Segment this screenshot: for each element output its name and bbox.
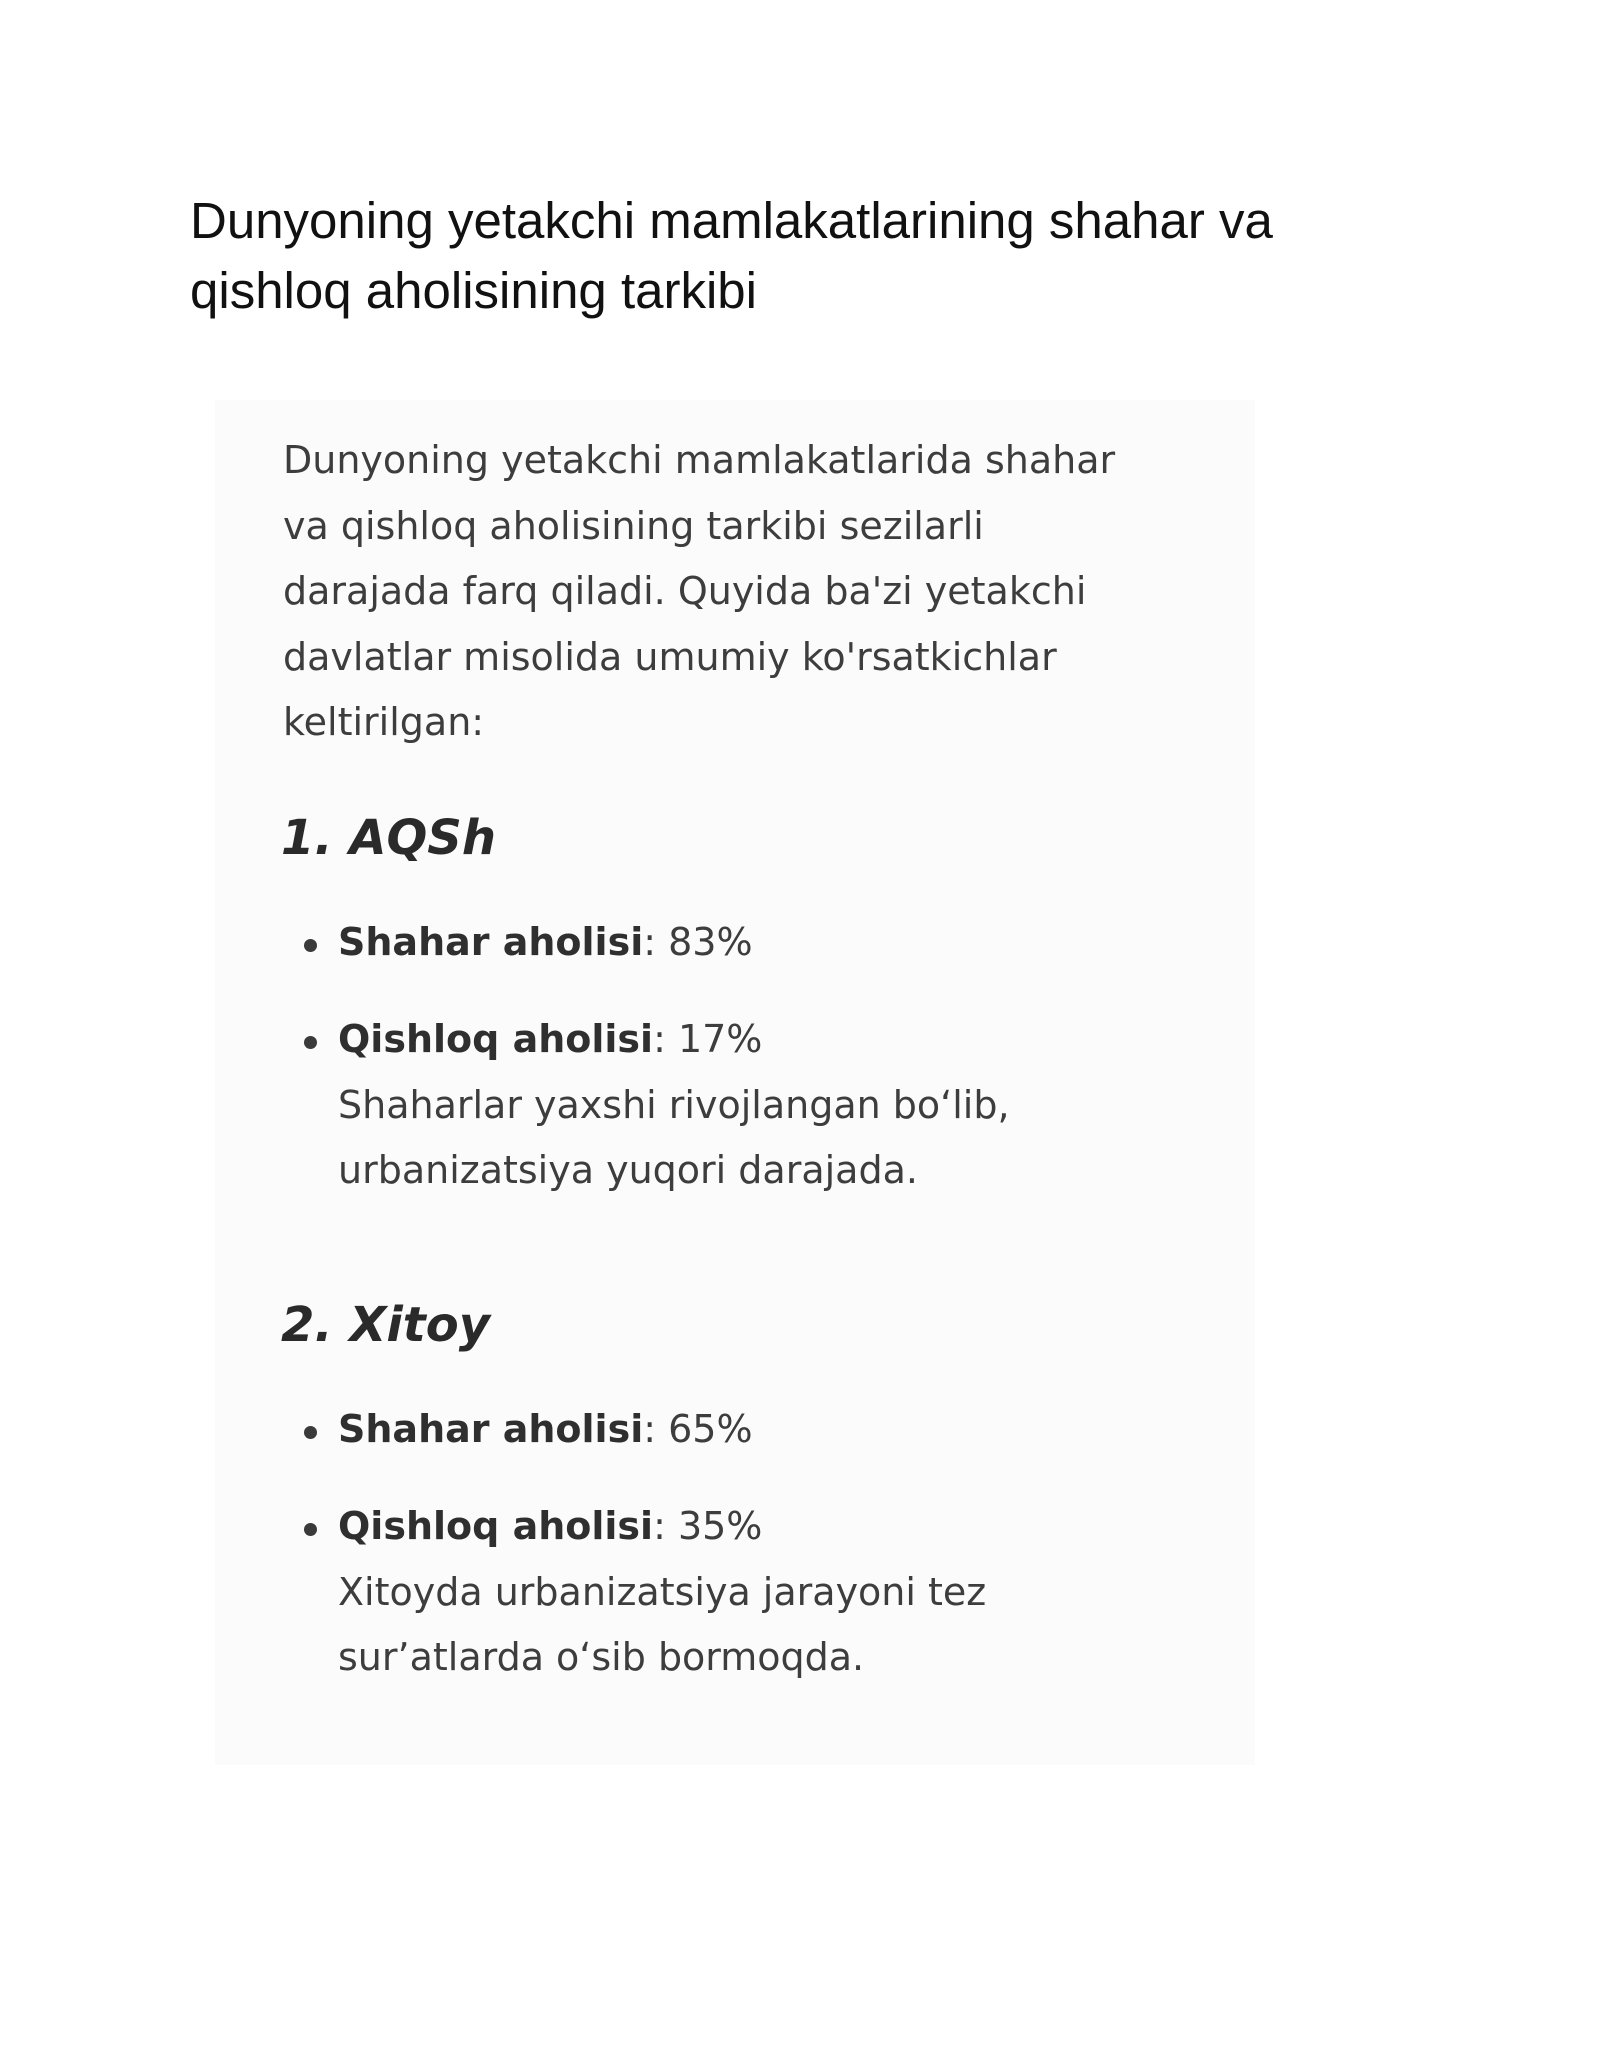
bullet-icon	[304, 1523, 317, 1536]
intro-line: keltirilgan:	[283, 700, 485, 744]
rural-label: Qishloq aholisi	[338, 1017, 654, 1061]
bullet-icon	[304, 1036, 317, 1049]
section-note-line: Xitoyda urbanizatsiya jarayoni tez	[338, 1569, 987, 1614]
intro-paragraph	[283, 428, 1183, 756]
section-heading-xitoy: 2. Xitoy	[281, 1297, 491, 1353]
intro-line: va qishloq aholisining tarkibi sezilarli	[283, 503, 984, 548]
intro-line: Dunyoning yetakchi mamlakatlarida shahar	[283, 438, 1116, 482]
urban-population	[338, 910, 1218, 976]
rural-label: Qishloq aholisi	[338, 1504, 654, 1548]
rural-value: : 17%	[653, 1017, 763, 1061]
section-note-line: Shaharlar yaxshi rivojlangan bo‘lib,	[338, 1082, 1010, 1127]
bullet-icon	[304, 939, 317, 952]
section-heading-aqsh: 1. AQSh	[281, 810, 497, 866]
embedded-screenshot	[215, 400, 1255, 1765]
urban-label: Shahar aholisi	[338, 920, 644, 964]
urban-value: : 65%	[643, 1407, 753, 1451]
intro-line: davlatlar misolida umumiy ko'rsatkichlar	[283, 634, 1057, 679]
intro-line: darajada farq qiladi. Quyida ba'zi yetakchi	[283, 569, 1087, 613]
urban-population	[338, 1397, 1218, 1463]
urban-label: Shahar aholisi	[338, 1407, 644, 1451]
section-note-line: urbanizatsiya yuqori darajada.	[338, 1148, 918, 1192]
section-note-line: sur’atlarda o‘sib bormoqda.	[338, 1635, 865, 1679]
rural-population	[338, 1007, 1218, 1204]
bullet-icon	[304, 1426, 317, 1439]
rural-value: : 35%	[653, 1504, 763, 1548]
document-title: Dunyoning yetakchi mamlakatlarining shahar va qishloq aholisining tarkibi	[190, 192, 1273, 319]
rural-population	[338, 1494, 1218, 1691]
urban-value: : 83%	[643, 920, 753, 964]
